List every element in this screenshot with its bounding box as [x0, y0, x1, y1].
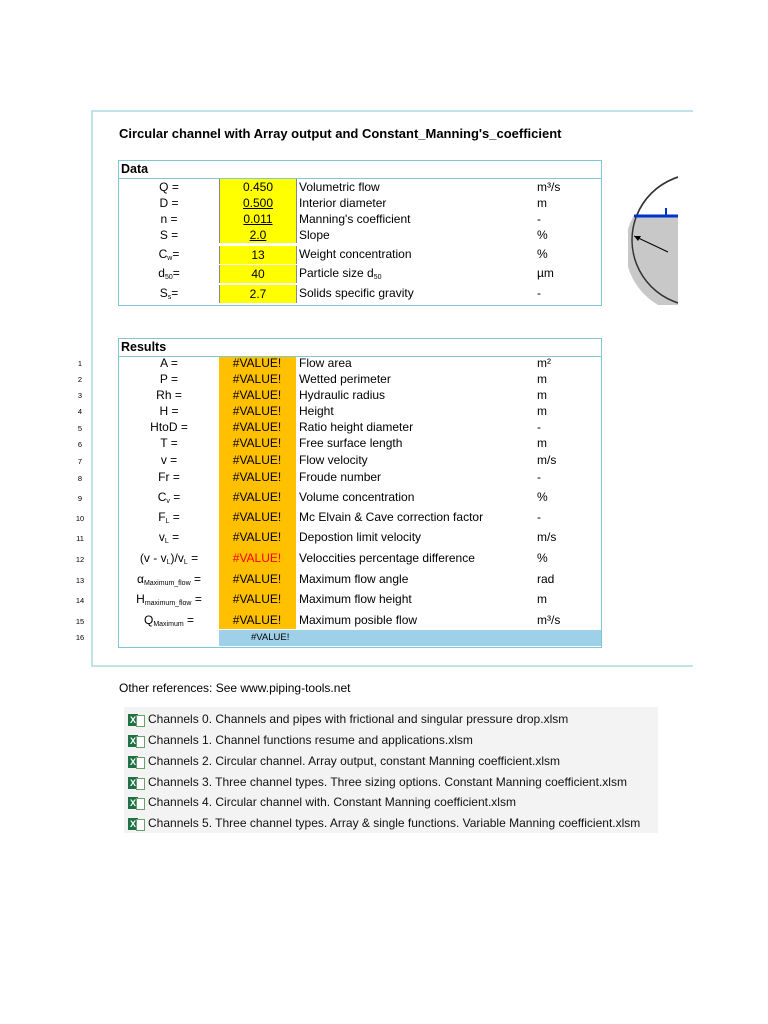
result-row [119, 371, 601, 387]
file-list [124, 707, 658, 833]
data-row-n [119, 211, 601, 227]
data-value-cell[interactable]: 0.500 [219, 195, 297, 211]
file-link[interactable] [128, 751, 560, 771]
data-unit: µm [537, 266, 554, 280]
result-row [119, 509, 601, 525]
result-unit: - [537, 470, 541, 484]
result-unit: m/s [537, 530, 557, 544]
sheet-title: Circular channel with Array output and Constant_Manning's_coefficient [119, 126, 562, 141]
row-index: 4 [77, 407, 83, 416]
result-symbol: $v_L$ = [158, 530, 180, 545]
result-description: Mc Elvain & Cave correction factor [299, 510, 484, 524]
row-index: 10 [75, 514, 85, 523]
array-output-row[interactable] [219, 630, 601, 646]
row-index: 13 [75, 576, 85, 585]
data-unit: % [537, 247, 548, 261]
result-value[interactable]: #VALUE! [232, 530, 282, 544]
row-index: 14 [75, 596, 85, 605]
result-row [119, 435, 601, 451]
file-name: Channels 0. Channels and pipes with frictional and singular pressure drop.xlsm [148, 712, 569, 726]
result-symbol: $H_{maximum\_flow}$ = [136, 592, 202, 607]
result-unit: - [537, 510, 541, 524]
row-index: 6 [77, 440, 83, 449]
result-row [119, 612, 601, 628]
row-index: 15 [75, 617, 85, 626]
result-description: Free surface length [299, 436, 403, 450]
file-link[interactable] [128, 730, 473, 750]
result-symbol: $\alpha_{Maximum\_flow}$ = [137, 572, 201, 587]
data-symbol: Q = [159, 180, 179, 194]
result-value[interactable]: #VALUE! [232, 490, 282, 504]
result-row [119, 452, 601, 468]
result-value[interactable]: #VALUE! [232, 510, 282, 524]
result-description: Veloccities percentage difference [299, 551, 475, 565]
data-row-d [119, 195, 601, 211]
data-description: Particle size $d_{50}$ [299, 266, 382, 281]
file-name: Channels 5. Three channel types. Array & single functions. Variable Manning coefficient.xlsm [148, 816, 641, 830]
result-value[interactable]: #VALUE! [232, 372, 282, 386]
excel-file-icon: X [128, 776, 144, 790]
file-name: Channels 1. Channel functions resume and applications.xlsm [148, 733, 473, 747]
result-value[interactable]: #VALUE! [232, 453, 282, 467]
file-link[interactable] [128, 709, 568, 729]
result-value-error[interactable]: #VALUE! [232, 551, 282, 565]
data-description: Weight concentration [299, 247, 412, 261]
result-unit: m [537, 436, 547, 450]
result-symbol: T = [160, 436, 178, 450]
data-value-cell[interactable]: 0.011 [219, 211, 297, 227]
excel-file-icon: X [128, 817, 144, 831]
result-value[interactable]: #VALUE! [232, 592, 282, 606]
data-row-s [119, 227, 601, 243]
result-description: Height [299, 404, 334, 418]
result-symbol: Fr = [158, 470, 180, 484]
file-name: Channels 4. Circular channel with. Constant Manning coefficient.xlsm [148, 795, 516, 809]
result-unit: - [537, 420, 541, 434]
result-description: Flow area [299, 356, 352, 370]
row-index: 9 [77, 494, 83, 503]
result-symbol: $(v - v_L)/v_L$ = [139, 551, 199, 566]
row-index: 11 [76, 534, 84, 543]
row-index: 2 [77, 375, 83, 384]
data-description: Volumetric flow [299, 180, 380, 194]
references-text: Other references: See www.piping-tools.net [119, 681, 351, 695]
result-value[interactable]: #VALUE! [232, 420, 282, 434]
data-value-cell[interactable]: 2.7 [219, 285, 297, 303]
result-row [119, 550, 601, 566]
result-row [119, 469, 601, 485]
row-index: 1 [77, 359, 83, 368]
result-symbol: v = [160, 453, 178, 467]
result-symbol: P = [159, 372, 179, 386]
result-value[interactable]: #VALUE! [232, 436, 282, 450]
result-row [119, 529, 601, 545]
result-unit: % [537, 490, 548, 504]
result-unit: m [537, 404, 547, 418]
data-description: Slope [299, 228, 330, 242]
results-header: Results [119, 339, 601, 357]
data-unit: - [537, 286, 541, 300]
data-header: Data [119, 161, 601, 179]
data-symbol: n = [160, 212, 178, 226]
result-row [119, 387, 601, 403]
result-symbol: HtoD = [150, 420, 188, 434]
result-description: Maximum flow angle [299, 572, 409, 586]
data-unit: - [537, 212, 541, 226]
excel-file-icon: X [128, 755, 144, 769]
row-index: 12 [75, 555, 85, 564]
result-description: Maximum posible flow [299, 613, 418, 627]
excel-file-icon: X [128, 734, 144, 748]
data-unit: % [537, 228, 548, 242]
result-description: Froude number [299, 470, 382, 484]
data-row-q [119, 179, 601, 195]
result-description: Wetted perimeter [299, 372, 391, 386]
result-value[interactable]: #VALUE! [232, 404, 282, 418]
result-symbol: $F_L$ = [158, 510, 180, 525]
result-unit: m [537, 388, 547, 402]
data-symbol: S = [159, 228, 179, 242]
results-table [118, 338, 602, 648]
result-description: Depostion limit velocity [299, 530, 422, 544]
result-description: Flow velocity [299, 453, 368, 467]
row-index: 7 [77, 457, 83, 466]
result-unit: % [537, 551, 548, 565]
data-symbol: $S_s=$ [159, 286, 179, 301]
result-symbol: H = [159, 404, 179, 418]
channel-diagram [628, 170, 678, 305]
row-index: 5 [77, 424, 83, 433]
data-value-cell[interactable]: 40 [219, 265, 297, 283]
data-unit: m [537, 196, 547, 210]
row-index: 8 [77, 474, 83, 483]
result-symbol: Rh = [156, 388, 182, 402]
data-row-ss [119, 285, 601, 303]
result-unit: m [537, 372, 547, 386]
result-description: Hydraulic radius [299, 388, 386, 402]
data-value-cell[interactable]: 13 [219, 246, 297, 264]
result-value[interactable]: #VALUE! [232, 388, 282, 402]
result-symbol: A = [160, 356, 178, 370]
data-value-cell[interactable]: 0.450 [219, 179, 297, 195]
file-link[interactable] [128, 792, 516, 812]
data-description: Solids specific gravity [299, 286, 414, 300]
result-value[interactable]: #VALUE! [232, 356, 282, 370]
result-unit: m² [537, 356, 551, 370]
result-unit: m/s [537, 453, 557, 467]
result-row [119, 419, 601, 435]
result-value[interactable]: #VALUE! [232, 572, 282, 586]
data-symbol: $C_w=$ [158, 247, 180, 262]
file-name: Channels 3. Three channel types. Three sizing options. Constant Manning coefficient.xlsm [148, 775, 627, 789]
data-row-d50 [119, 265, 601, 283]
excel-file-icon: X [128, 796, 144, 810]
result-value[interactable]: #VALUE! [232, 470, 282, 484]
file-link[interactable] [128, 772, 627, 792]
file-link[interactable] [128, 813, 640, 833]
data-symbol: D = [159, 196, 179, 210]
result-value[interactable]: #VALUE! [232, 613, 282, 627]
result-symbol: $C_v$ = [157, 490, 181, 505]
result-description: Volume concentration [299, 490, 415, 504]
data-row-cw [119, 246, 601, 264]
excel-file-icon: X [128, 713, 144, 727]
array-output-value: #VALUE! [251, 632, 290, 643]
data-description: Interior diameter [299, 196, 387, 210]
result-unit: rad [537, 572, 555, 586]
result-unit: m [537, 592, 547, 606]
result-row [119, 489, 601, 505]
result-description: Maximum flow height [299, 592, 412, 606]
result-row [119, 403, 601, 419]
result-symbol: $Q_{Maximum}$ = [143, 613, 195, 628]
data-symbol: $d_{50}=$ [158, 266, 180, 281]
data-value-cell[interactable]: 2.0 [219, 227, 297, 243]
result-unit: m³/s [537, 613, 561, 627]
result-row [119, 591, 601, 607]
row-index: 3 [77, 391, 83, 400]
result-description: Ratio height diameter [299, 420, 414, 434]
data-table [118, 160, 602, 306]
file-name: Channels 2. Circular channel. Array output, constant Manning coefficient.xlsm [148, 754, 560, 768]
result-row [119, 355, 601, 371]
data-description: Manning's coefficient [299, 212, 411, 226]
result-row [119, 571, 601, 587]
data-unit: m³/s [537, 180, 561, 194]
row-index: 16 [75, 633, 85, 642]
